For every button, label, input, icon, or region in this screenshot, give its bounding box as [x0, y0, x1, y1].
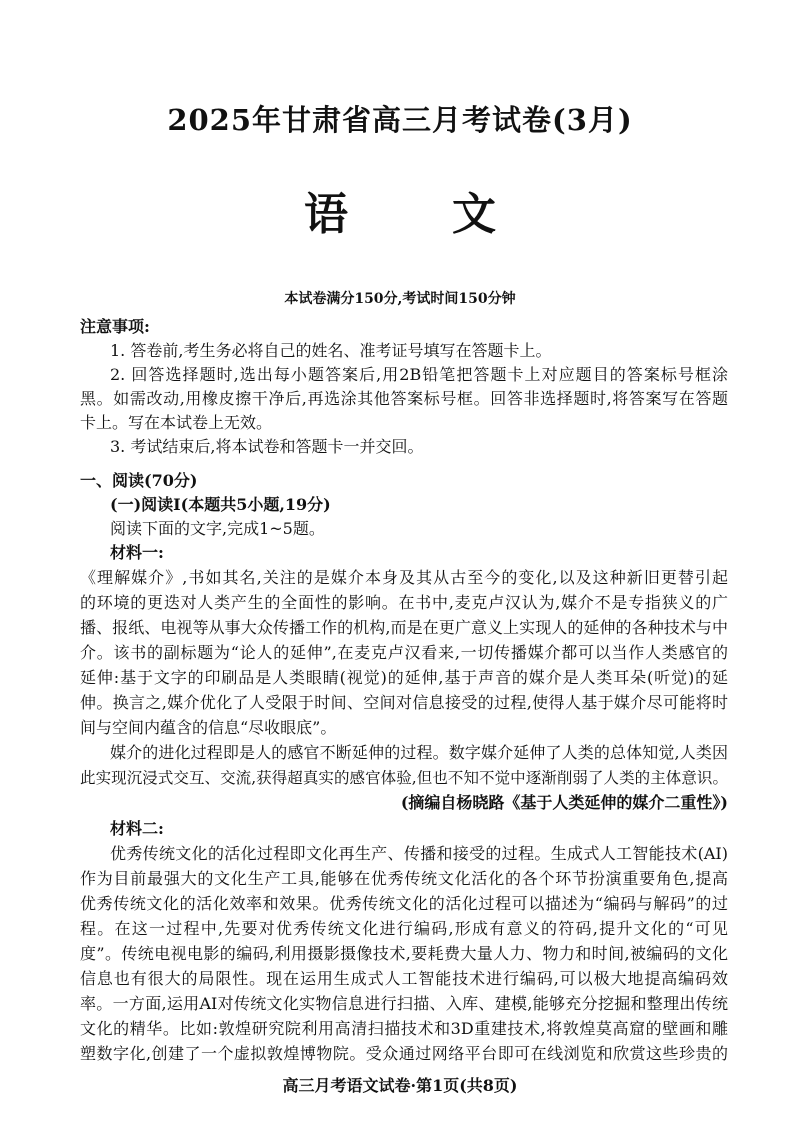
material2-line: 优秀传统文化的活化过程即文化再生产、传播和接受的过程。生成式人工智能技术(AI) — [110, 844, 728, 863]
material1-line: 的环境的更迭对人类产生的全面性的影响。在书中,麦克卢汉认为,媒介不是专指狭义的广 — [80, 593, 728, 612]
material1-line: 媒介的进化过程即是人的感官不断延伸的过程。数字媒介延伸了人类的总体知觉,人类因 — [110, 743, 728, 762]
material1-line: 介。该书的副标题为“论人的延伸”,在麦克卢汉看来,一切传播媒介都可以当作人类感官的 — [80, 643, 728, 662]
material2-line: 信息也有很大的局限性。现在运用生成式人工智能技术进行编码,可以极大地提高编码效 — [80, 969, 728, 988]
material1-line: 间与空间内蕴含的信息“尽收眼底”。 — [80, 718, 337, 737]
material1-source: (摘编自杨晓路《基于人类延伸的媒介二重性》) — [400, 793, 728, 812]
material2-line: 度”。传统电视电影的编码,利用摄影摄像技术,要耗费大量人力、物力和时间,被编码的文化 — [80, 944, 728, 963]
notice-line: 3. 考试结束后,将本试卷和答题卡一并交回。 — [110, 437, 424, 456]
subject-title: 语文 — [304, 189, 600, 240]
material2-line: 文化的精华。比如:敦煌研究院利用高清扫描技术和3D重建技术,将敦煌莫高窟的壁画和雕 — [80, 1019, 728, 1038]
material1-line: 延伸:基于文字的印刷品是人类眼睛(视觉)的延伸,基于声音的媒介是人类耳朵(听觉)的延 — [80, 668, 728, 687]
notice-line: 卡上。写在本试卷上无效。 — [80, 413, 273, 432]
material1-line: 伸。换言之,媒介优化了人受限于时间、空间对信息接受的过程,使得人基于媒介尽可能将时 — [80, 693, 728, 712]
material2-label: 材料二: — [110, 819, 164, 838]
score-info: 本试卷满分150分,考试时间150分钟 — [284, 291, 516, 307]
material1-label: 材料一: — [110, 543, 164, 562]
notice-line: 1. 答卷前,考生务必将自己的姓名、准考证号填写在答题卡上。 — [110, 341, 552, 360]
material2-line: 塑数字化,创建了一个虚拟敦煌博物院。受众通过网络平台即可在线浏览和欣赏这些珍贵的 — [80, 1044, 728, 1063]
material2-line: 率。一方面,运用AI对传统文化实物信息进行扫描、入库、建模,能够充分挖掘和整理出传统 — [80, 994, 728, 1013]
notice-heading: 注意事项: — [80, 317, 150, 336]
material2-line: 优秀传统文化的活化效率和效果。优秀传统文化的活化过程可以描述为“编码与解码”的过 — [80, 894, 728, 913]
section-sub-heading: (一)阅读Ⅰ(本题共5小题,19分) — [110, 495, 331, 514]
notice-line: 2. 回答选择题时,选出每小题答案后,用2B铅笔把答题卡上对应题目的答案标号框涂 — [110, 365, 728, 384]
material1-line: 播、报纸、电视等从事大众传播工作的机构,而是在更广意义上实现人的延伸的各种技术与中 — [80, 618, 728, 637]
notice-line: 黑。如需改动,用橡皮擦干净后,再选涂其他答案标号框。回答非选择题时,将答案写在答题 — [80, 389, 728, 408]
material1-line: 《理解媒介》,书如其名,关注的是媒介本身及其从古至今的变化,以及这种新旧更替引起 — [80, 568, 728, 587]
section-heading: 一、阅读(70分) — [80, 471, 198, 490]
material2-line: 作为目前最强大的文化生产工具,能够在优秀传统文化活化的各个环节扮演重要角色,提高 — [80, 869, 728, 888]
section-instruction: 阅读下面的文字,完成1~5题。 — [110, 519, 325, 538]
page-footer: 高三月考语文试卷·第1页(共8页) — [282, 1076, 518, 1095]
material1-line: 此实现沉浸式交互、交流,获得超真实的感官体验,但也不知不觉中逐渐削弱了人类的主体意识。 — [80, 769, 728, 787]
material2-line: 程。在这一过程中,先要对优秀传统文化进行编码,形成有意义的符码,提升文化的“可见 — [80, 919, 728, 938]
exam-title: 2025年甘肃省高三月考试卷(3月) — [167, 103, 633, 137]
